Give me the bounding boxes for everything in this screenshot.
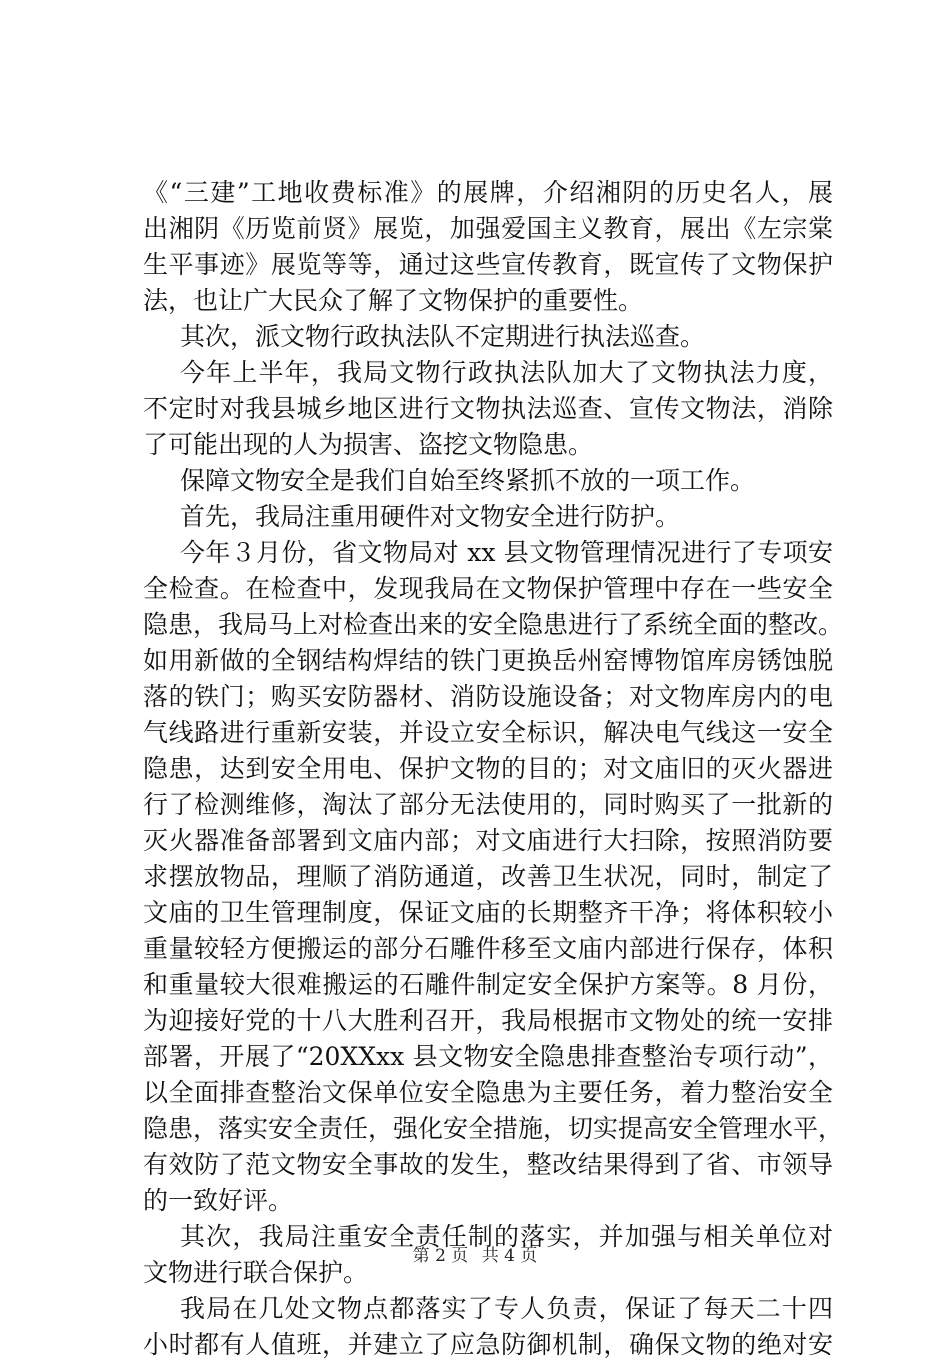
text-line: 全检查。在检查中，发现我局在文物保护管理中存在一些安全 [143, 574, 833, 603]
text-line: 重量较轻方便搬运的部分石雕件移至文庙内部进行保存，体积 [143, 934, 833, 963]
text-line: 《“三建”工地收费标准》的展牌，介绍湘阴的历史名人，展 [143, 178, 833, 207]
text-line: 出湘阴《历览前贤》展览，加强爱国主义教育，展出《左宗棠 [143, 214, 833, 243]
text-line: 隐患，落实安全责任，强化安全措施，切实提高安全管理水平， [143, 1114, 844, 1143]
text-line: 保障文物安全是我们自始至终紧抓不放的一项工作。 [180, 466, 756, 495]
page-total: 共 4 页 [481, 1246, 538, 1266]
page-footer [0, 1244, 950, 1268]
text-line: 法，也让广大民众了解了文物保护的重要性。 [143, 286, 644, 315]
text-line: 有效防了范文物安全事故的发生，整改结果得到了省、市领导 [143, 1150, 833, 1179]
text-line: 落的铁门；购买安防器材、消防设施设备；对文物库房内的电 [143, 682, 833, 711]
document-body [143, 175, 844, 1363]
text-line: 我局在几处文物点都落实了专人负责，保证了每天二十四 [180, 1294, 833, 1323]
text-line: 以全面排查整治文保单位安全隐患为主要任务，着力整治安全 [143, 1078, 833, 1107]
text-line: 文庙的卫生管理制度，保证文庙的长期整齐干净；将体积较小 [143, 898, 833, 927]
page-number: 第 2 页 [412, 1246, 469, 1266]
text-line: 求摆放物品，理顺了消防通道，改善卫生状况，同时，制定了 [143, 862, 833, 891]
text-line: 文物进行联合保护。 [143, 1258, 369, 1287]
text-line: 隐患，达到安全用电、保护文物的目的；对文庙旧的灭火器进 [143, 754, 833, 783]
text-line: 部署，开展了“20XXxx 县文物安全隐患排查整治专项行动”， [143, 1042, 833, 1071]
text-line: 隐患，我局马上对检查出来的安全隐患进行了系统全面的整改。 [143, 610, 844, 639]
text-line: 今年上半年，我局文物行政执法队加大了文物执法力度， [180, 358, 833, 387]
text-line: 如用新做的全钢结构焊结的铁门更换岳州窑博物馆库房锈蚀脱 [143, 646, 833, 675]
text-line: 首先，我局注重用硬件对文物安全进行防护。 [180, 502, 681, 531]
text-line: 灭火器准备部署到文庙内部；对文庙进行大扫除，按照消防要 [143, 826, 833, 855]
text-line: 其次，我局注重安全责任制的落实，并加强与相关单位对 [180, 1222, 833, 1251]
text-line: 为迎接好党的十八大胜利召开，我局根据市文物处的统一安排 [143, 1006, 833, 1035]
text-line: 了可能出现的人为损害、盗挖文物隐患。 [143, 430, 594, 459]
text-line: 不定时对我县城乡地区进行文物执法巡查、宣传文物法，消除 [143, 394, 833, 423]
text-line: 其次，派文物行政执法队不定期进行执法巡查。 [180, 322, 706, 351]
text-line: 的一致好评。 [143, 1186, 294, 1215]
text-line: 今年３月份，省文物局对 xx 县文物管理情况进行了专项安 [180, 538, 833, 567]
text-line: 生平事迹》展览等等，通过这些宣传教育，既宣传了文物保护 [143, 250, 833, 279]
text-line: 行了检测维修，淘汰了部分无法使用的，同时购买了一批新的 [143, 790, 833, 819]
text-line: 气线路进行重新安装，并设立安全标识，解决电气线这一安全 [143, 718, 833, 747]
text-line: 和重量较大很难搬运的石雕件制定安全保护方案等。8 月份， [143, 970, 833, 999]
text-line: 小时都有人值班，并建立了应急防御机制，确保文物的绝对安 [143, 1330, 833, 1359]
